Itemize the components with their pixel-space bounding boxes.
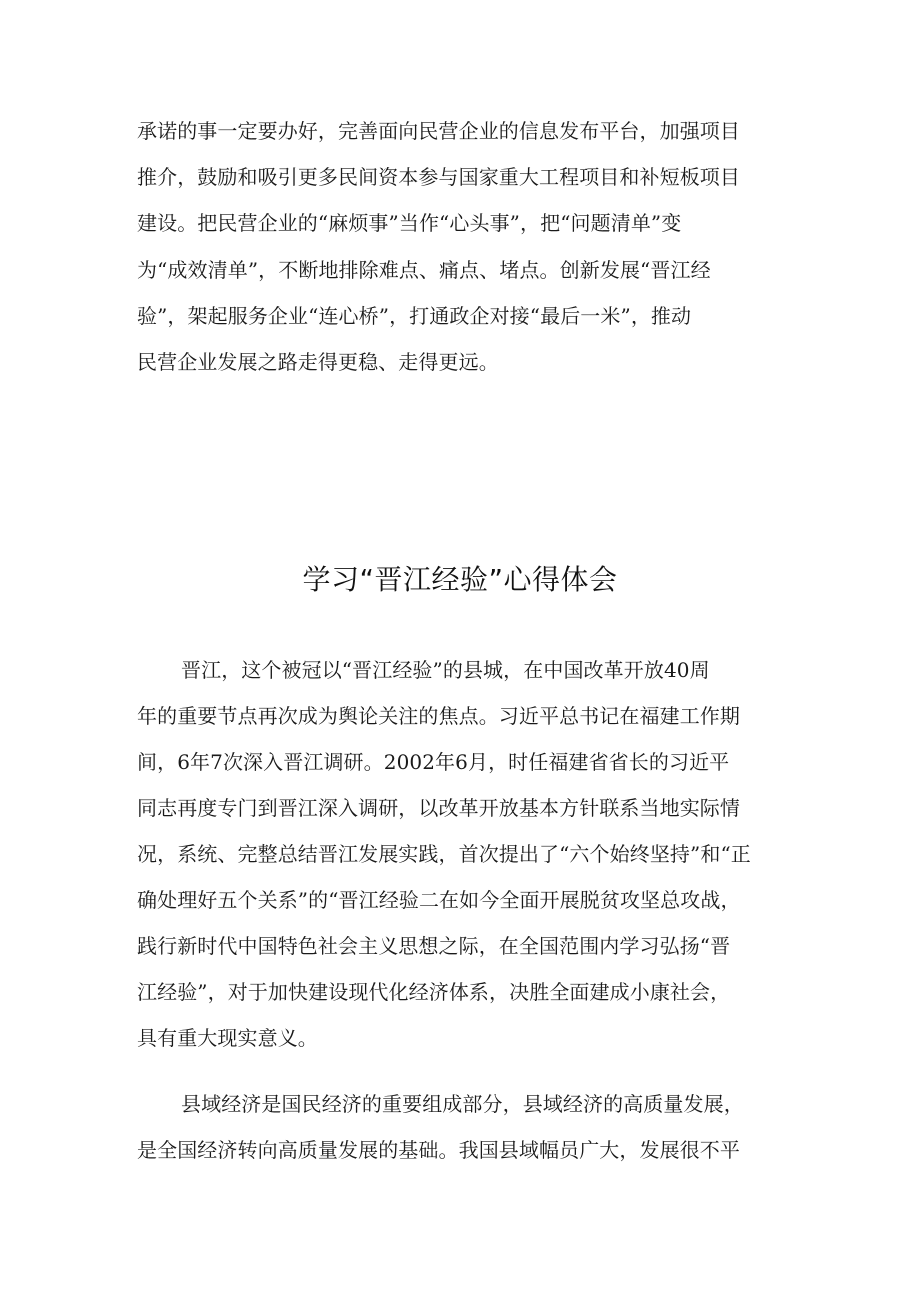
body-line: 年的重要节点再次成为舆论关注的焦点。习近平总书记在福建工作期 (137, 704, 740, 728)
body-line: 具有重大现实意义。 (137, 1026, 318, 1050)
body-line: 推介，鼓励和吸引更多民间资本参与国家重大工程项目和补短板项目 (137, 165, 740, 189)
body-line: 践行新时代中国特色社会主义思想之际，在全国范围内学习弘扬“晋 (137, 934, 731, 958)
body-line: 是全国经济转向高质量发展的基础。我国县域幅员广大，发展很不平 (137, 1138, 740, 1162)
body-line: 承诺的事一定要办好，完善面向民营企业的信息发布平台，加强项目 (137, 119, 740, 143)
body-line: 同志再度专门到晋江深入调研，以改革开放基本方针联系当地实际情 (137, 796, 740, 820)
body-line: 为“成效清单”，不断地排除难点、痛点、堵点。创新发展“晋江经 (137, 258, 711, 282)
body-line: 验”，架起服务企业“连心桥”，打通政企对接“最后一米”，推动 (137, 304, 692, 328)
body-line: 建设。把民营企业的“麻烦事”当作“心头事”，把“问题清单”变 (137, 211, 682, 235)
body-line: 民营企业发展之路走得更稳、走得更远。 (137, 350, 499, 374)
body-line: 间，6年7次深入晋江调研。2002年6月，时任福建省省长的习近平 (137, 750, 730, 774)
body-line: 况，系统、完整总结晋江发展实践，首次提出了“六个始终坚持”和“正 (137, 842, 751, 866)
paragraph-first-line: 县域经济是国民经济的重要组成部分，县域经济的高质量发展， (181, 1092, 744, 1116)
paragraph-first-line: 晋江，这个被冠以“晋江经验”的县城，在中国改革开放40周 (181, 658, 710, 682)
body-line: 江经验”，对于加快建设现代化经济体系，决胜全面建成小康社会， (137, 980, 731, 1004)
article-title: 学习“晋江经验”心得体会 (302, 563, 618, 596)
body-line: 确处理好五个关系”的“晋江经验二在如今全面开展脱贫攻坚总攻战， (137, 888, 741, 912)
